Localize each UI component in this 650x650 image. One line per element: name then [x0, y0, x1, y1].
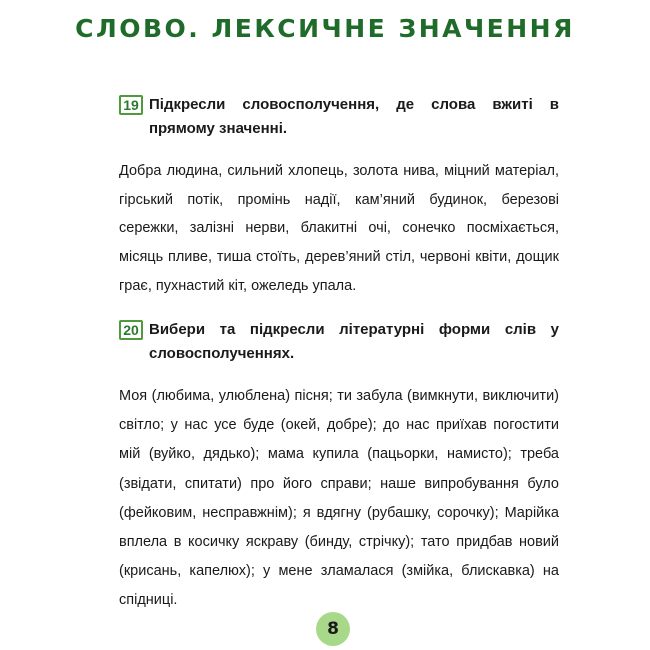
task-instruction: Підкресли словосполучення, де слова вжиті в прямому значенні.	[149, 96, 559, 137]
task-20	[119, 318, 559, 616]
task-number-badge: 19	[119, 95, 143, 115]
task-heading	[119, 93, 559, 141]
task-19	[119, 93, 559, 301]
task-text: Моя (любима, улюблена) пісня; ти забула (вимкнути, виключити) світло; у нас усе буде (окей, добре); до нас приїхав погостити мій (вуйко, дядько); мама купила (пацьорки, намисто); треба (звідати, спитати) про його справи; наше випробування було (фейковим, несправжнім); я вдягну (рубашку, сорочку); Марійка вплела в косичку яскраву (бинду, стрічку); тато придбав новий (крисань, капелюх); у мене зламалася (змійка, блискавка) на спідниці.	[119, 388, 559, 609]
task-heading	[119, 318, 559, 366]
task-number-badge: 20	[119, 320, 143, 340]
task-instruction: Вибери та підкресли літературні форми слів у словосполученнях.	[149, 321, 559, 362]
task-text: Добра людина, сильний хлопець, золота нива, міцний матеріал, гірський потік, промінь надії, кам’яний будинок, березові сережки, залізні нерви, блакитні очі, сонечко посміхається, місяць пливе, тиша стоїть, дерев’яний стіл, червоні квіти, дощик грає, пухнастий кіт, ожеледь упала.	[119, 163, 559, 294]
page-number: 8	[316, 612, 350, 646]
page-title: СЛОВО. ЛЕКСИЧНЕ ЗНАЧЕННЯ	[75, 14, 575, 43]
